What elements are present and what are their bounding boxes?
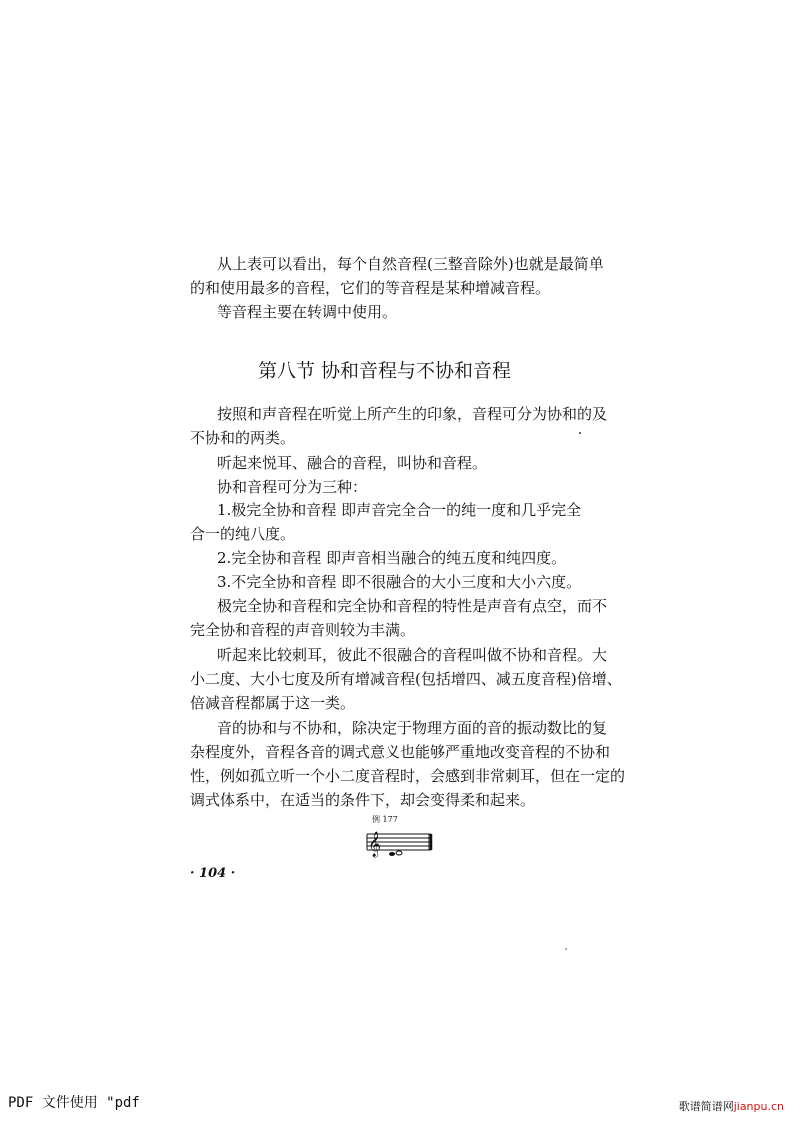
- body-line: 按照和声音程在听觉上所产生的印象，音程可分为协和的及: [217, 405, 608, 423]
- body-line: 合一的纯八度。: [190, 525, 296, 543]
- body-line: 3.不完全协和音程 即不很融合的大小三度和大小六度。: [217, 573, 582, 591]
- watermark-prefix: 歌谱简谱网: [678, 1100, 734, 1113]
- body-line: 倍减音程都属于这一类。: [190, 694, 356, 712]
- watermark-site: jianpu.cn: [733, 1100, 784, 1113]
- paragraph-line-2: 的和使用最多的音程，它们的等音程是某种增减音程。: [190, 279, 551, 297]
- body-line: 1.极完全协和音程 即声音完全合一的纯一度和几乎完全: [217, 501, 582, 519]
- body-line: 2.完全协和音程 即声音相当融合的纯五度和纯四度。: [217, 549, 567, 567]
- footer-watermark: [679, 1098, 784, 1114]
- body-line: 杂程度外，音程各音的调式意义也能够严重地改变音程的不协和: [190, 743, 611, 761]
- body-line: 完全协和音程的声音则较为丰满。: [190, 621, 416, 639]
- body-line: 听起来悦耳、融合的音程，叫协和音程。: [217, 454, 488, 472]
- treble-clef-icon: 𝄞: [368, 832, 382, 857]
- body-line: 小二度、大小七度及所有增减音程(包括增四、减五度音程)倍增、: [190, 670, 622, 688]
- body-line: 音的协和与不协和，除决定于物理方面的音的振动数比的复: [217, 719, 608, 737]
- example-label: 例 177: [372, 815, 398, 824]
- paragraph-line-1: 从上表可以看出，每个自然音程(三整音除外)也就是最简单: [217, 255, 604, 273]
- body-line: 极完全协和音程和完全协和音程的特性是声音有点空，而不: [217, 597, 608, 615]
- footer-pdf-note: PDF 文件使用 "pdf: [8, 1095, 140, 1111]
- body-line: 调式体系中，在适当的条件下，却会变得柔和起来。: [190, 791, 536, 809]
- section-title: 第八节 协和音程与不协和音程: [258, 360, 512, 382]
- speck: [565, 948, 567, 950]
- speck: [579, 432, 581, 434]
- body-line: 听起来比较刺耳，彼此不很融合的音程叫做不协和音程。大: [217, 646, 608, 664]
- body-line: 协和音程可分为三种：: [217, 478, 368, 496]
- body-line: 性，例如孤立听一个小二度音程时，会感到非常刺耳，但在一定的: [190, 767, 626, 785]
- note-head-icon: [396, 851, 402, 855]
- page-number: · 104 ·: [190, 866, 236, 881]
- music-staff-example: [365, 826, 435, 858]
- body-line: 不协和的两类。: [190, 429, 296, 447]
- paragraph-line-3: 等音程主要在转调中使用。: [217, 303, 398, 321]
